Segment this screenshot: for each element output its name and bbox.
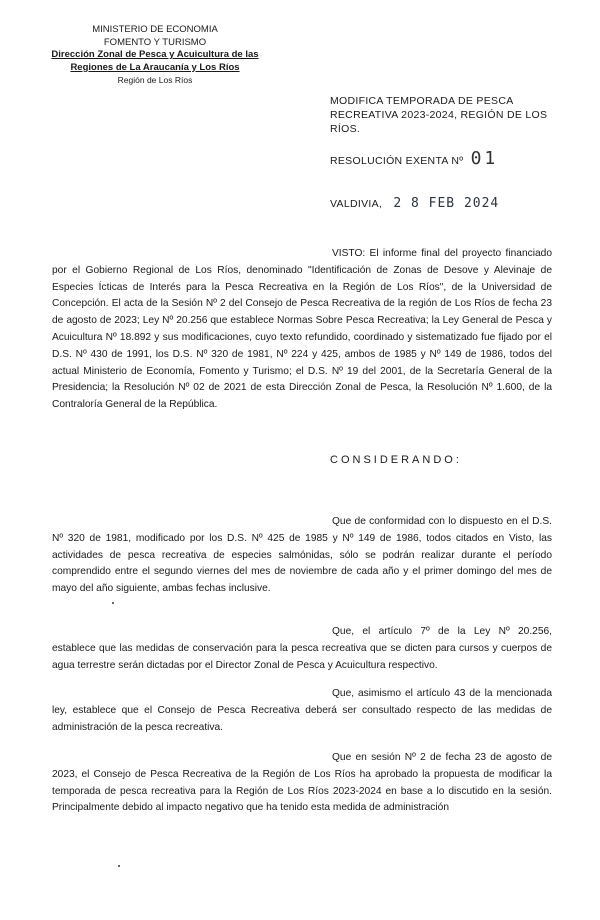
considerando-2-text: Que, el artículo 7º de la Ley Nº 20.256, establece que las medidas de conservación para la pesca recreativa que se dicten para cursos y cuerpos de agua terrestre serán dictadas por el Director Zonal de Pesca y Acuicultura respectivo. [52,626,552,671]
resolution-number-line [330,148,498,169]
stray-mark [112,602,114,604]
ministry-subname: FOMENTO Y TURISMO [103,36,207,48]
region-name: Región de Los Ríos [117,75,193,85]
ministry-name: MINISTERIO DE ECONOMIA [92,24,218,35]
considerando-4 [52,750,552,817]
date-line [330,196,499,211]
directorate-regions: Regiones de La Araucanía y Los Ríos [70,61,240,73]
visto-paragraph [52,246,552,414]
city-label: VALDIVIA, [330,198,383,210]
considerando-1 [52,514,552,598]
resolution-subject: MODIFICA TEMPORADA DE PESCA RECREATIVA 2023-2024, REGIÓN DE LOS RÍOS. [330,95,548,135]
considerando-2 [52,624,552,674]
considerando-3 [52,686,552,736]
visto-text: VISTO: El informe final del proyecto financiado por el Gobierno Regional de Los Ríos, denominado "Identificación de Zonas de Desove y Alevinaje de Especies Ícticas de Interés para la Pesca Recreativa en la Región de Los Ríos", de la Universidad de Concepción. El acta de la Sesión Nº 2 del Consejo de Pesca Recreativa de la región de Los Ríos de fecha 23 de agosto de 2023; Ley Nº 20.256 que establece Normas Sobre Pesca Recreativa; la Ley General de Pesca y Acuicultura Nº 18.892 y sus modificaciones, cuyo texto refundido, coordinado y sistematizado fue fijado por el D.S. Nº 430 de 1991, los D.S. Nº 320 de 1981, Nº 224 y 425, ambos de 1985 y Nº 149 de 1986, todos del actual Ministerio de Economía, Fomento y Turismo; el D.S. Nº 19 del 2001, de la Secretaría General de la Presidencia; la Resolución Nº 02 de 2021 de esta Dirección Zonal de Pesca, la Resolución Nº 1.600, de la Contraloría General de la República. [52,248,552,411]
considerando-4-text: Que en sesión Nº 2 de fecha 23 de agosto de 2023, el Consejo de Pesca Recreativa de la Región de Los Ríos ha aprobado la propuesta de modificar la temporada de pesca recreativa para la Región de Los Ríos 2023-2024 en base a lo discutido en la sesión. Principalmente debido al impacto negativo que ha tenido esta medida de administración [52,752,552,814]
resolution-number: 01 [470,148,499,169]
stray-mark-bottom [118,865,120,867]
considerando-3-text: Que, asimismo el artículo 43 de la mencionada ley, establece que el Consejo de Pesca Recreativa deberá ser consultado respecto de las medidas de administración de la pesca recreativa. [52,688,552,733]
considerando-1-text: Que de conformidad con lo dispuesto en el D.S. Nº 320 de 1981, modificado por los D.S. Nº 425 de 1985 y Nº 149 de 1986, todos citados en Visto, las actividades de pesca recreativa de especies salmónidas, sólo se podrán realizar durante el período comprendido entre el segundo viernes del mes de noviembre de cada año y el primer domingo del mes de mayo del año siguiente, ambas fechas inclusive. [52,516,552,595]
directorate-name: Dirección Zonal de Pesca y Acuicultura de las [51,49,259,60]
date-stamp: 2 8 FEB 2024 [393,196,500,211]
letterhead [40,24,270,87]
resolution-label: RESOLUCIÓN EXENTA Nº [330,155,464,167]
considerando-heading: CONSIDERANDO: [330,454,462,466]
